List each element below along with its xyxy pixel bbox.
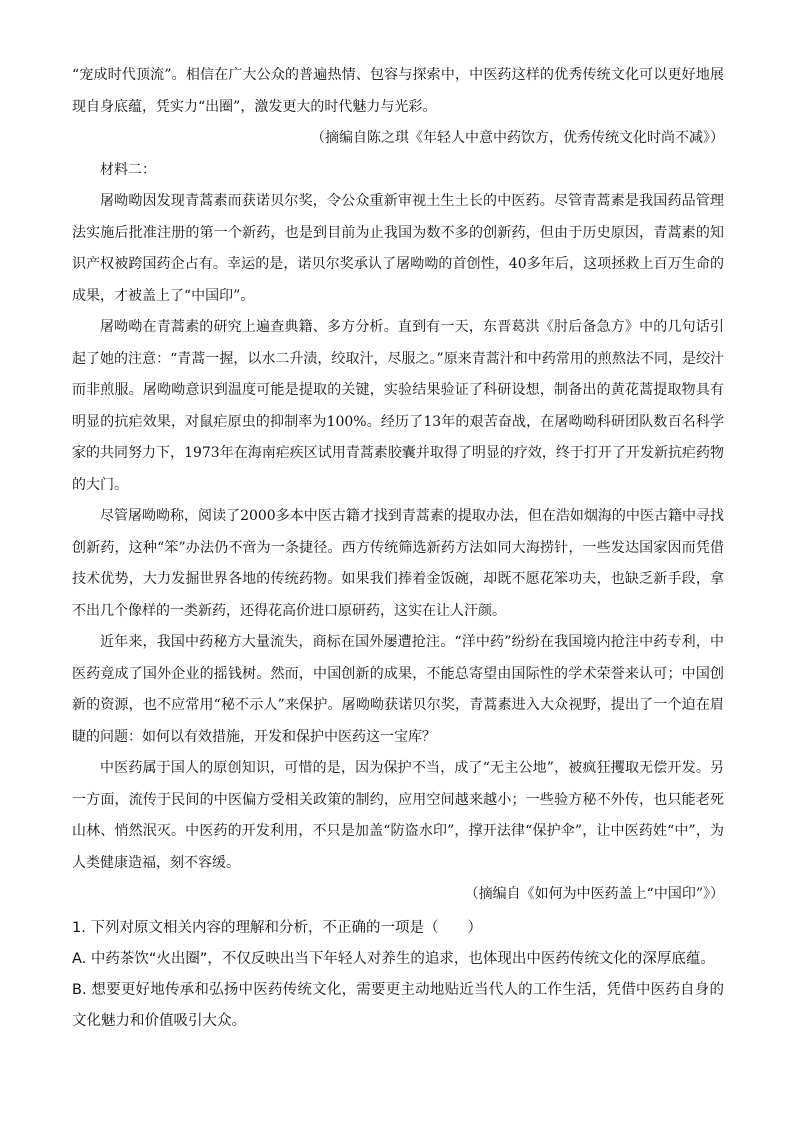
body-paragraph: 尽管屠呦呦称，阅读了2000多本中医古籍才找到青蒿素的提取办法，但在浩如烟海的中医古籍中寻找创新药，这种“笨”办法仍不啻为一条捷径。西方传统筛选新药方法如同大海捞针，一些发达国家因而凭借技术优势，大力发掘世界各地的传统药物。如果我们捧着金饭碗，却既不愿花笨功夫，也缺乏新手段，拿不出几个像样的一类新药，还得花高价进口原研药，这实在让人汗颜。 xyxy=(72,508,724,619)
document-page xyxy=(72,60,724,1037)
question-stem: 1. 下列对原文相关内容的理解和分析，不正确的一项是（ ） xyxy=(72,919,482,936)
body-paragraph: 中医药属于国人的原创知识，可惜的是，因为保护不当，成了“无主公地”，被疯狂攫取无偿开发。另一方面，流传于民间的中医偏方受相关政策的制约，应用空间越来越小；一些验方秘不外传，也只能老死山林、悄然泯灭。中医药的开发利用，不只是加盖“防盗水印”，撑开法律“保护伞”，让中医药姓“中”，为人类健康造福，刻不容缓。 xyxy=(72,760,724,871)
body-paragraph: 屠呦呦在青蒿素的研究上遍查典籍、多方分析。直到有一天，东晋葛洪《肘后备急方》中的几句话引起了她的注意：“青蒿一握，以水二升渍，绞取汁，尽服之。”原来青蒿汁和中药常用的煎熬法不同，是绞汁而非煎服。屠呦呦意识到温度可能是提取的关键，实验结果验证了科研设想，制备出的黄花蒿提取物具有明显的抗疟效果，对鼠疟原虫的抑制率为100%。经历了13年的艰苦奋战，在屠呦呦科研团队数百名科学家的共同努力下，1973年在海南疟疾区试用青蒿素胶囊并取得了明显的疗效，终于打开了开发新抗疟药物的大门。 xyxy=(72,319,724,493)
body-paragraph: 屠呦呦因发现青蒿素而获诺贝尔奖，令公众重新审视土生土长的中医药。尽管青蒿素是我国药品管理法实施后批准注册的第一个新药，也是到目前为止我国为数不多的创新药，但由于历史原因，青蒿素的知识产权被跨国药企占有。幸运的是，诺贝尔奖承认了屠呦呦的首创性，40多年后，这项拯救上百万生命的成果，才被盖上了“中国印”。 xyxy=(72,193,724,304)
source-citation-1: （摘编自陈之琪《年轻人中意中药饮方，优秀传统文化时尚不减》） xyxy=(311,130,724,146)
question-option-b: B. 想要更好地传承和弘扬中医药传统文化，需要更主动地贴近当代人的工作生活，凭借中医药自身的文化魅力和价值吸引大众。 xyxy=(72,981,724,1029)
source-citation-2: （摘编自《如何为中医药盖上“中国印”》） xyxy=(464,886,724,902)
body-paragraph: 近年来，我国中药秘方大量流失，商标在国外屡遭抢注。“洋中药”纷纷在我国境内抢注中药专利，中医药竟成了国外企业的摇钱树。然而，中国创新的成果，不能总寄望由国际性的学术荣誉来认可；中国创新的资源，也不应常用“秘不示人”来保护。屠呦呦获诺贝尔奖，青蒿素进入大众视野，提出了一个迫在眉睫的问题：如何以有效措施，开发和保护中医药这一宝库？ xyxy=(72,634,724,745)
question-option-a: A. 中药茶饮“火出圈”，不仅反映出当下年轻人对养生的追求，也体现出中医药传统文化的深厚底蕴。 xyxy=(72,950,715,967)
continuation-paragraph: “宠成时代顶流”。相信在广大公众的普遍热情、包容与探索中，中医药这样的优秀传统文化可以更好地展现自身底蕴，凭实力“出圈”，激发更大的时代魅力与光彩。 xyxy=(72,67,724,115)
material-2-label: 材料二： xyxy=(100,161,156,178)
